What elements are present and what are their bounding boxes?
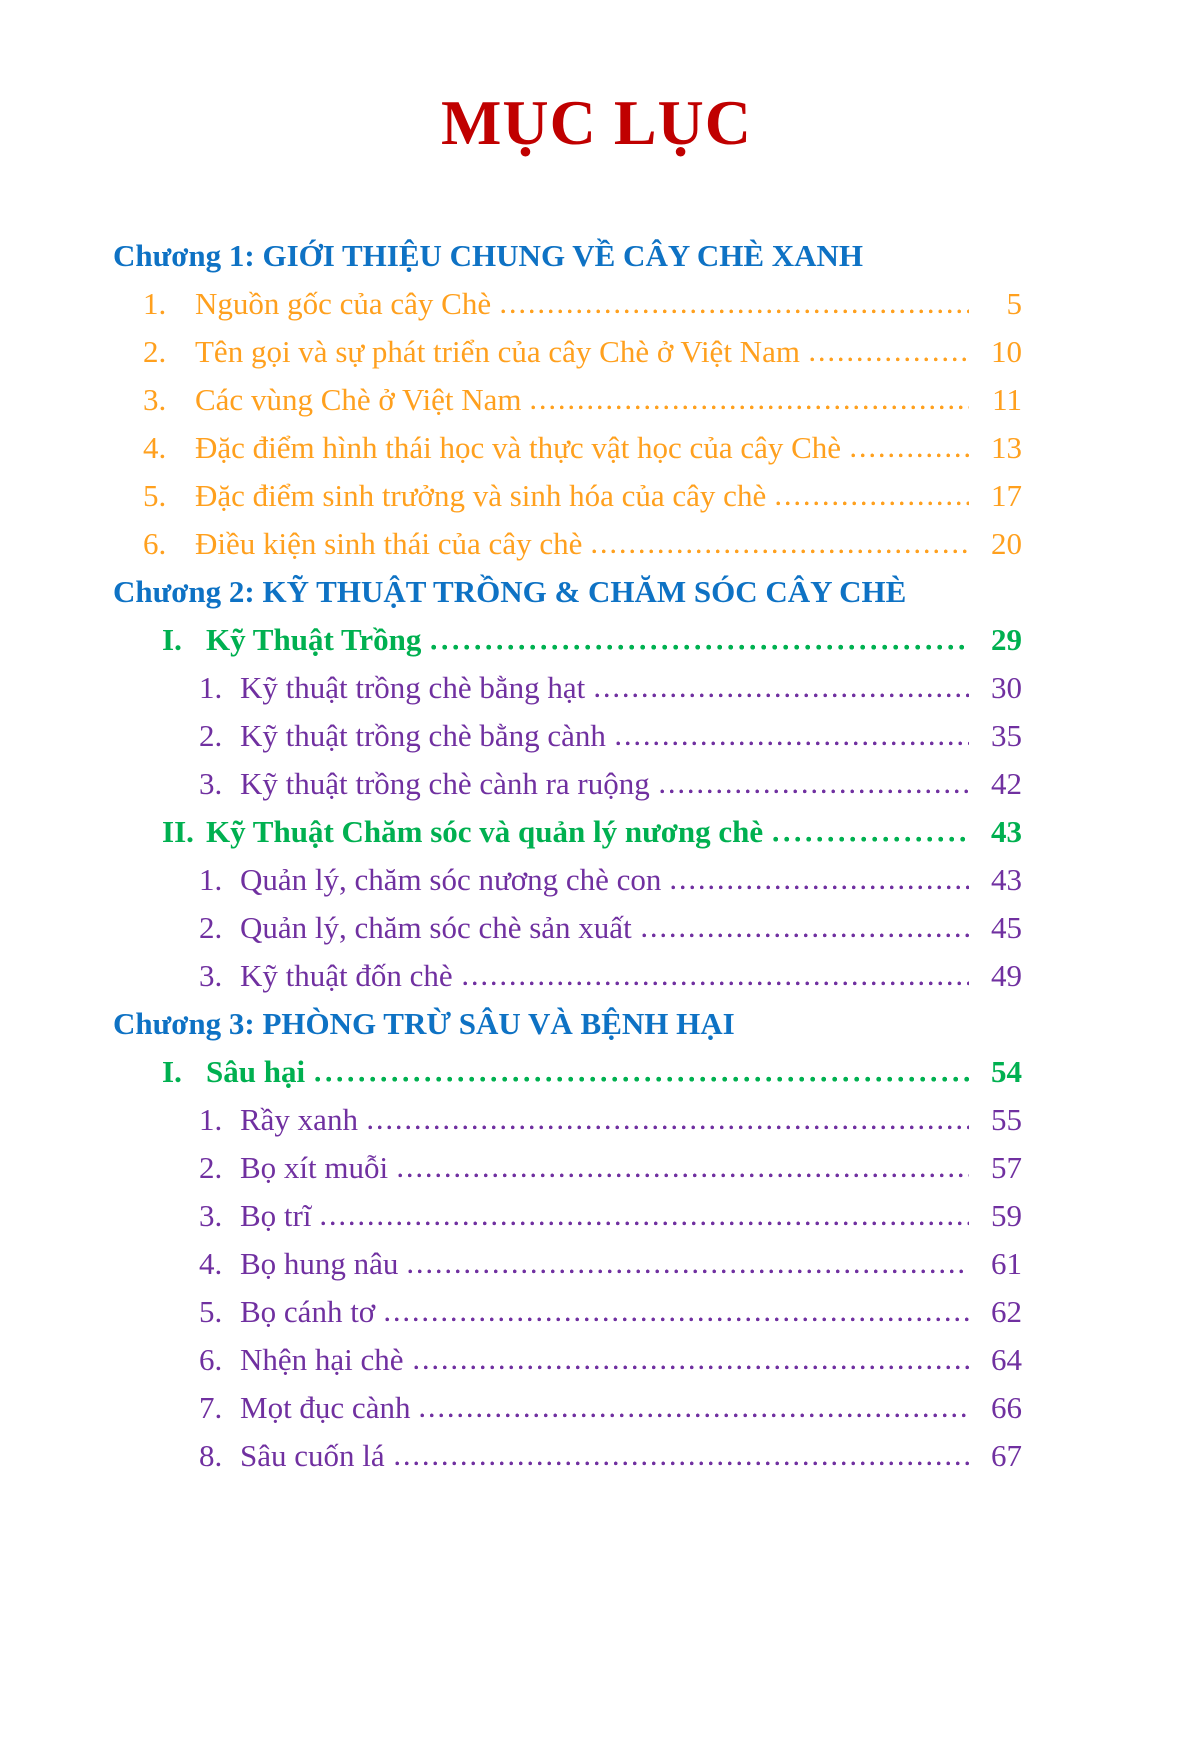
toc-entry-marker: 1. (199, 1102, 223, 1137)
toc-list (113, 232, 1022, 1480)
dot-leader (671, 883, 969, 890)
toc-entry (113, 1096, 1022, 1144)
toc-entry-text: Rầy xanh (240, 1102, 358, 1137)
toc-entry-text: Chương 1: GIỚI THIỆU CHUNG VỀ CÂY CHÈ XANH (113, 238, 864, 273)
toc-entry (113, 472, 1022, 520)
toc-entry-text: Sâu hại (206, 1054, 306, 1089)
toc-entry-marker: II. (162, 814, 194, 849)
toc-entry-text: Bọ cánh tơ (240, 1294, 376, 1329)
toc-entry-marker: 1. (143, 286, 167, 321)
toc-entry-marker: 5. (199, 1294, 223, 1329)
toc-entry-text: Kỹ Thuật Trồng (206, 622, 422, 657)
dot-leader (398, 1171, 969, 1178)
toc-entry (113, 904, 1022, 952)
toc-entry (113, 1240, 1022, 1288)
toc-entry (113, 1048, 1022, 1096)
toc-entry-marker: 2. (199, 718, 223, 753)
toc-page (0, 88, 1193, 1752)
toc-entry (113, 856, 1022, 904)
dot-leader (368, 1123, 969, 1130)
dot-leader (420, 1411, 969, 1418)
toc-entry-marker: 7. (199, 1390, 223, 1425)
toc-entry-marker: 6. (199, 1342, 223, 1377)
toc-entry-page-number: 17 (991, 478, 1022, 513)
toc-entry-text: Kỹ thuật đốn chè (240, 958, 453, 993)
toc-chapter-heading (113, 568, 1022, 616)
toc-chapter-heading (113, 1000, 1022, 1048)
toc-entry-marker: 4. (143, 430, 167, 465)
toc-entry (113, 1192, 1022, 1240)
toc-entry-marker: 3. (143, 382, 167, 417)
toc-entry-page-number: 45 (991, 910, 1022, 945)
toc-entry-text: Sâu cuốn lá (240, 1438, 385, 1473)
toc-entry (113, 1144, 1022, 1192)
toc-entry-text: Nguồn gốc của cây Chè (195, 286, 492, 321)
dot-leader (851, 451, 969, 458)
toc-entry (113, 1288, 1022, 1336)
toc-entry-text: Chương 3: PHÒNG TRỪ SÂU VÀ BỆNH HẠI (113, 1006, 735, 1041)
toc-entry-text: Bọ xít muỗi (240, 1150, 389, 1185)
toc-entry-marker: I. (162, 622, 182, 657)
toc-entry-text: Kỹ thuật trồng chè cành ra ruộng (240, 766, 650, 801)
toc-entry-marker: 2. (199, 1150, 223, 1185)
dot-leader (501, 307, 969, 314)
toc-entry (113, 280, 1022, 328)
toc-entry (113, 760, 1022, 808)
toc-entry (113, 520, 1022, 568)
toc-entry-text: Các vùng Chè ở Việt Nam (195, 382, 522, 417)
dot-leader (776, 499, 969, 506)
toc-entry-page-number: 66 (991, 1390, 1022, 1425)
toc-entry-text: Đặc điểm sinh trưởng và sinh hóa của cây chè (195, 478, 767, 513)
toc-entry-page-number: 29 (991, 622, 1022, 657)
toc-entry-page-number: 43 (991, 862, 1022, 897)
toc-entry-text: Điều kiện sinh thái của cây chè (195, 526, 583, 561)
dot-leader (660, 787, 969, 794)
toc-entry-text: Kỹ thuật trồng chè bằng hạt (240, 670, 586, 705)
toc-entry-page-number: 10 (991, 334, 1022, 369)
toc-entry-page-number: 57 (991, 1150, 1022, 1185)
toc-entry-page-number: 5 (1006, 286, 1022, 321)
toc-entry-text: Quản lý, chăm sóc nương chè con (240, 862, 662, 897)
dot-leader (315, 1075, 969, 1082)
toc-entry-marker: 4. (199, 1246, 223, 1281)
toc-entry (113, 424, 1022, 472)
toc-entry (113, 952, 1022, 1000)
toc-entry-marker: 1. (199, 862, 223, 897)
toc-entry-page-number: 61 (991, 1246, 1022, 1281)
toc-entry (113, 1336, 1022, 1384)
dot-leader (431, 643, 969, 650)
toc-entry-marker: 3. (199, 766, 223, 801)
dot-leader (810, 355, 969, 362)
dot-leader (385, 1315, 969, 1322)
toc-entry-text: Mọt đục cành (240, 1390, 411, 1425)
toc-entry-marker: 5. (143, 478, 167, 513)
dot-leader (592, 547, 969, 554)
toc-entry-marker: I. (162, 1054, 182, 1089)
dot-leader (395, 1459, 969, 1466)
toc-chapter-heading (113, 232, 1022, 280)
toc-entry-page-number: 59 (991, 1198, 1022, 1233)
toc-entry (113, 616, 1022, 664)
dot-leader (414, 1363, 969, 1370)
dot-leader (463, 979, 969, 986)
toc-entry-marker: 1. (199, 670, 223, 705)
toc-entry (113, 328, 1022, 376)
toc-entry-page-number: 64 (991, 1342, 1022, 1377)
toc-entry-marker: 2. (199, 910, 223, 945)
toc-entry-text: Đặc điểm hình thái học và thực vật học của cây Chè (195, 430, 842, 465)
toc-entry-marker: 3. (199, 1198, 223, 1233)
toc-entry (113, 376, 1022, 424)
toc-entry-page-number: 43 (991, 814, 1022, 849)
dot-leader (595, 691, 969, 698)
toc-entry-page-number: 13 (991, 430, 1022, 465)
toc-entry-page-number: 67 (991, 1438, 1022, 1473)
toc-entry-text: Kỹ Thuật Chăm sóc và quản lý nương chè (206, 814, 764, 849)
dot-leader (616, 739, 969, 746)
toc-entry (113, 1384, 1022, 1432)
toc-entry (113, 664, 1022, 712)
dot-leader (773, 835, 969, 842)
toc-entry-page-number: 11 (992, 382, 1022, 417)
toc-entry-text: Chương 2: KỸ THUẬT TRỒNG & CHĂM SÓC CÂY CHÈ (113, 574, 907, 609)
toc-entry-page-number: 42 (991, 766, 1022, 801)
toc-entry (113, 1432, 1022, 1480)
page-title: MỤC LỤC (441, 87, 752, 158)
toc-entry-text: Quản lý, chăm sóc chè sản xuất (240, 910, 632, 945)
toc-entry (113, 808, 1022, 856)
toc-entry-page-number: 55 (991, 1102, 1022, 1137)
toc-entry (113, 712, 1022, 760)
dot-leader (642, 931, 969, 938)
toc-entry-text: Bọ trĩ (240, 1198, 312, 1233)
toc-entry-page-number: 20 (991, 526, 1022, 561)
toc-entry-marker: 8. (199, 1438, 223, 1473)
dot-leader (321, 1219, 969, 1226)
toc-entry-text: Tên gọi và sự phát triển của cây Chè ở Việt Nam (195, 334, 800, 369)
toc-entry-text: Bọ hung nâu (240, 1246, 399, 1281)
toc-entry-page-number: 35 (991, 718, 1022, 753)
toc-entry-page-number: 54 (991, 1054, 1022, 1089)
dot-leader (408, 1267, 969, 1274)
dot-leader (531, 403, 969, 410)
toc-entry-page-number: 30 (991, 670, 1022, 705)
toc-entry-marker: 6. (143, 526, 167, 561)
toc-entry-page-number: 49 (991, 958, 1022, 993)
toc-entry-text: Kỹ thuật trồng chè bằng cành (240, 718, 606, 753)
toc-entry-marker: 3. (199, 958, 223, 993)
toc-entry-text: Nhện hại chè (240, 1342, 404, 1377)
toc-entry-page-number: 62 (991, 1294, 1022, 1329)
toc-entry-marker: 2. (143, 334, 167, 369)
